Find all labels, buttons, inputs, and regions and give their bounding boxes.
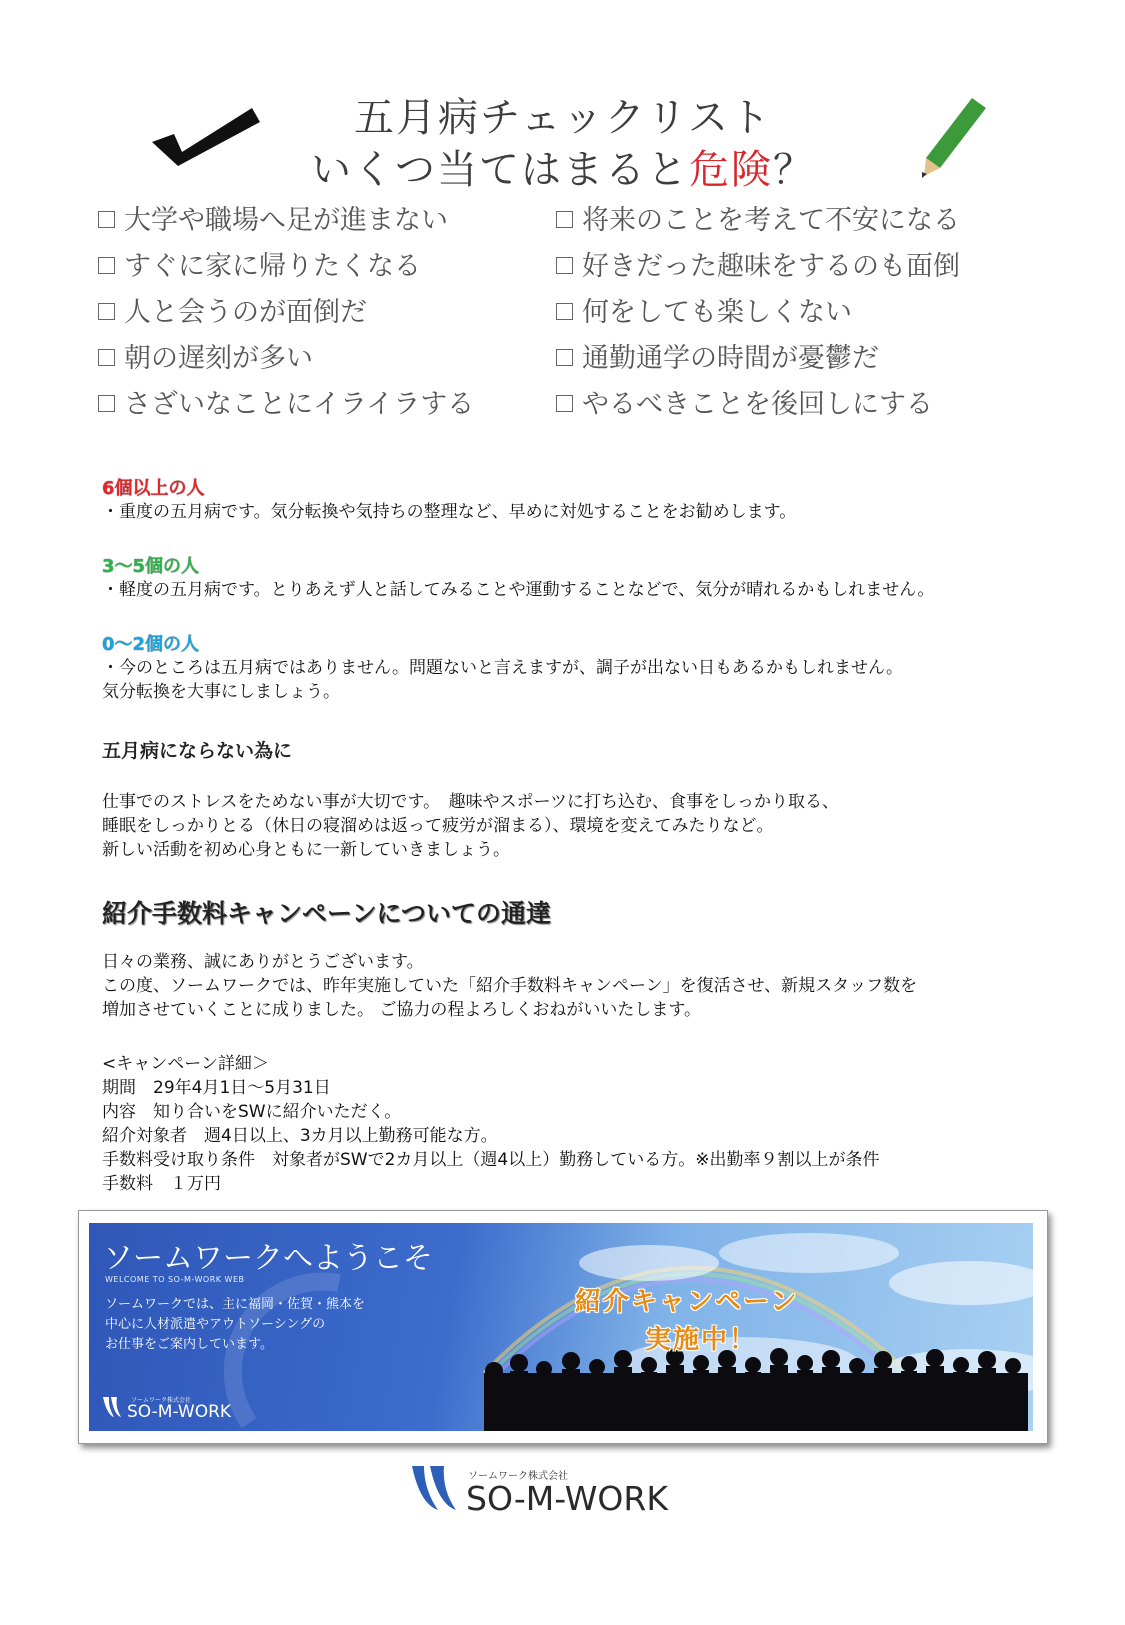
banner-description: ソームワークでは、主に福岡・佐賀・熊本を 中心に人材派遣やアウトソーシングの お仕事をご案内しています。 <box>105 1297 366 1352</box>
prevention-body <box>102 790 1092 862</box>
banner-campaign-line-1: 紹介キャンペーン <box>575 1287 799 1317</box>
checklist-item[interactable]: さざいなことにイライラする <box>98 382 474 428</box>
checklist-item[interactable]: 好きだった趣味をするのも面倒 <box>556 244 960 290</box>
mild-text: ・軽度の五月病です。とりあえず人と話してみることや運動することなどで、気分が晴れるかもしれません。 <box>102 580 935 600</box>
details-target: 紹介対象者 週4日以上、3カ月以上勤務可能な方。 <box>102 1126 498 1146</box>
checkbox[interactable] <box>556 349 573 366</box>
banner-campaign-line-2: 実施中！ <box>645 1325 758 1355</box>
checklist-item[interactable]: 人と会うのが面倒だ <box>98 290 474 336</box>
checkbox[interactable] <box>98 349 115 366</box>
checklist-right-column <box>556 198 960 428</box>
danger-word: 危険 <box>689 147 773 193</box>
prevention-section <box>102 736 1092 763</box>
checklist-item[interactable]: 何をしても楽しくない <box>556 290 960 336</box>
checkbox[interactable] <box>556 257 573 274</box>
checkbox[interactable] <box>98 257 115 274</box>
result-severe <box>102 474 1092 524</box>
company-logo-icon <box>410 1462 464 1512</box>
details-period: 期間 29年4月1日～5月31日 <box>102 1078 331 1098</box>
checkbox[interactable] <box>98 211 115 228</box>
none-heading: 0～2個の人 <box>102 634 200 655</box>
company-logo-icon <box>101 1393 127 1419</box>
checklist-item[interactable]: やるべきことを後回しにする <box>556 382 960 428</box>
checkbox[interactable] <box>556 395 573 412</box>
checklist-subtitle: いくつ当てはまると危険？ <box>311 147 815 193</box>
result-mild <box>102 552 1092 602</box>
mild-heading: 3～5個の人 <box>102 556 200 577</box>
checkbox[interactable] <box>98 395 115 412</box>
campaign-text: この度、ソームワークでは、昨年実施していた「紹介手数料キャンペーン」を復活させ、新規スタッフ数を <box>102 976 918 996</box>
details-heading: <キャンペーン詳細＞ <box>102 1054 269 1074</box>
none-text-2: 気分転換を大事にしましょう。 <box>102 682 340 702</box>
banner-logo-text: SO-M-WORK <box>127 1402 232 1422</box>
checklist-item[interactable]: 朝の遅刻が多い <box>98 336 474 382</box>
campaign-banner-frame <box>78 1210 1048 1444</box>
banner-title: ソームワークへようこそ <box>103 1241 433 1276</box>
footer-logo-text: SO-M-WORK <box>466 1479 668 1518</box>
prevention-line: 睡眠をしっかりとる（休日の寝溜めは返って疲労が溜まる）、環境を変えてみたりなど。 <box>102 816 774 836</box>
checklist-title: 五月病チェックリスト <box>354 95 772 141</box>
checklist-left-column <box>98 198 474 428</box>
campaign-greeting: 日々の業務、誠にありがとうございます。 <box>102 952 424 972</box>
checklist-item[interactable]: 通勤通学の時間が憂鬱だ <box>556 336 960 382</box>
details-content: 内容 知り合いをSWに紹介いただく。 <box>102 1102 402 1122</box>
checklist-item[interactable]: 将来のことを考えて不安になる <box>556 198 960 244</box>
campaign-heading: 紹介手数料キャンペーンについての通達 <box>102 899 552 928</box>
details-condition: 手数料受け取り条件 対象者がSWで2カ月以上（週4以上）勤務している方。※出勤率９割以上が条件 <box>102 1150 880 1170</box>
checkbox[interactable] <box>556 211 573 228</box>
campaign-banner[interactable] <box>89 1223 1033 1431</box>
checkbox[interactable] <box>556 303 573 320</box>
campaign-details <box>102 1052 1092 1196</box>
severe-heading: 6個以上の人 <box>102 478 205 499</box>
checklist-panel <box>78 58 1048 446</box>
severe-text: ・重度の五月病です。気分転換や気持ちの整理など、早めに対処することをお勧めします。 <box>102 502 797 522</box>
campaign-text: 増加させていくことに成りました。 ご協力の程よろしくおねがいいたします。 <box>102 1000 702 1020</box>
checklist-item[interactable]: すぐに家に帰りたくなる <box>98 244 474 290</box>
checkbox[interactable] <box>98 303 115 320</box>
banner-company-name: ソームワーク株式会社 <box>131 1397 192 1404</box>
footer-company-name: ソームワーク株式会社 <box>468 1471 568 1482</box>
result-none <box>102 630 1092 704</box>
campaign-body <box>102 950 1092 1022</box>
prevention-line: 仕事でのストレスをためない事が大切です。 趣味やスポーツに打ち込む、食事をしっかり取る、 <box>102 792 839 812</box>
none-text-1: ・今のところは五月病ではありません。問題ないと言えますが、調子が出ない日もあるかもしれません。 <box>102 658 904 678</box>
details-fee: 手数料 １万円 <box>102 1174 221 1194</box>
campaign-section <box>102 894 1092 930</box>
prevention-line: 新しい活動を初め心身ともに一新していきましょう。 <box>102 840 510 860</box>
checklist-item[interactable]: 大学や職場へ足が進まない <box>98 198 474 244</box>
banner-subtitle: WELCOME TO SO-M-WORK WEB <box>105 1275 245 1284</box>
prevention-heading: 五月病にならない為に <box>102 740 293 762</box>
